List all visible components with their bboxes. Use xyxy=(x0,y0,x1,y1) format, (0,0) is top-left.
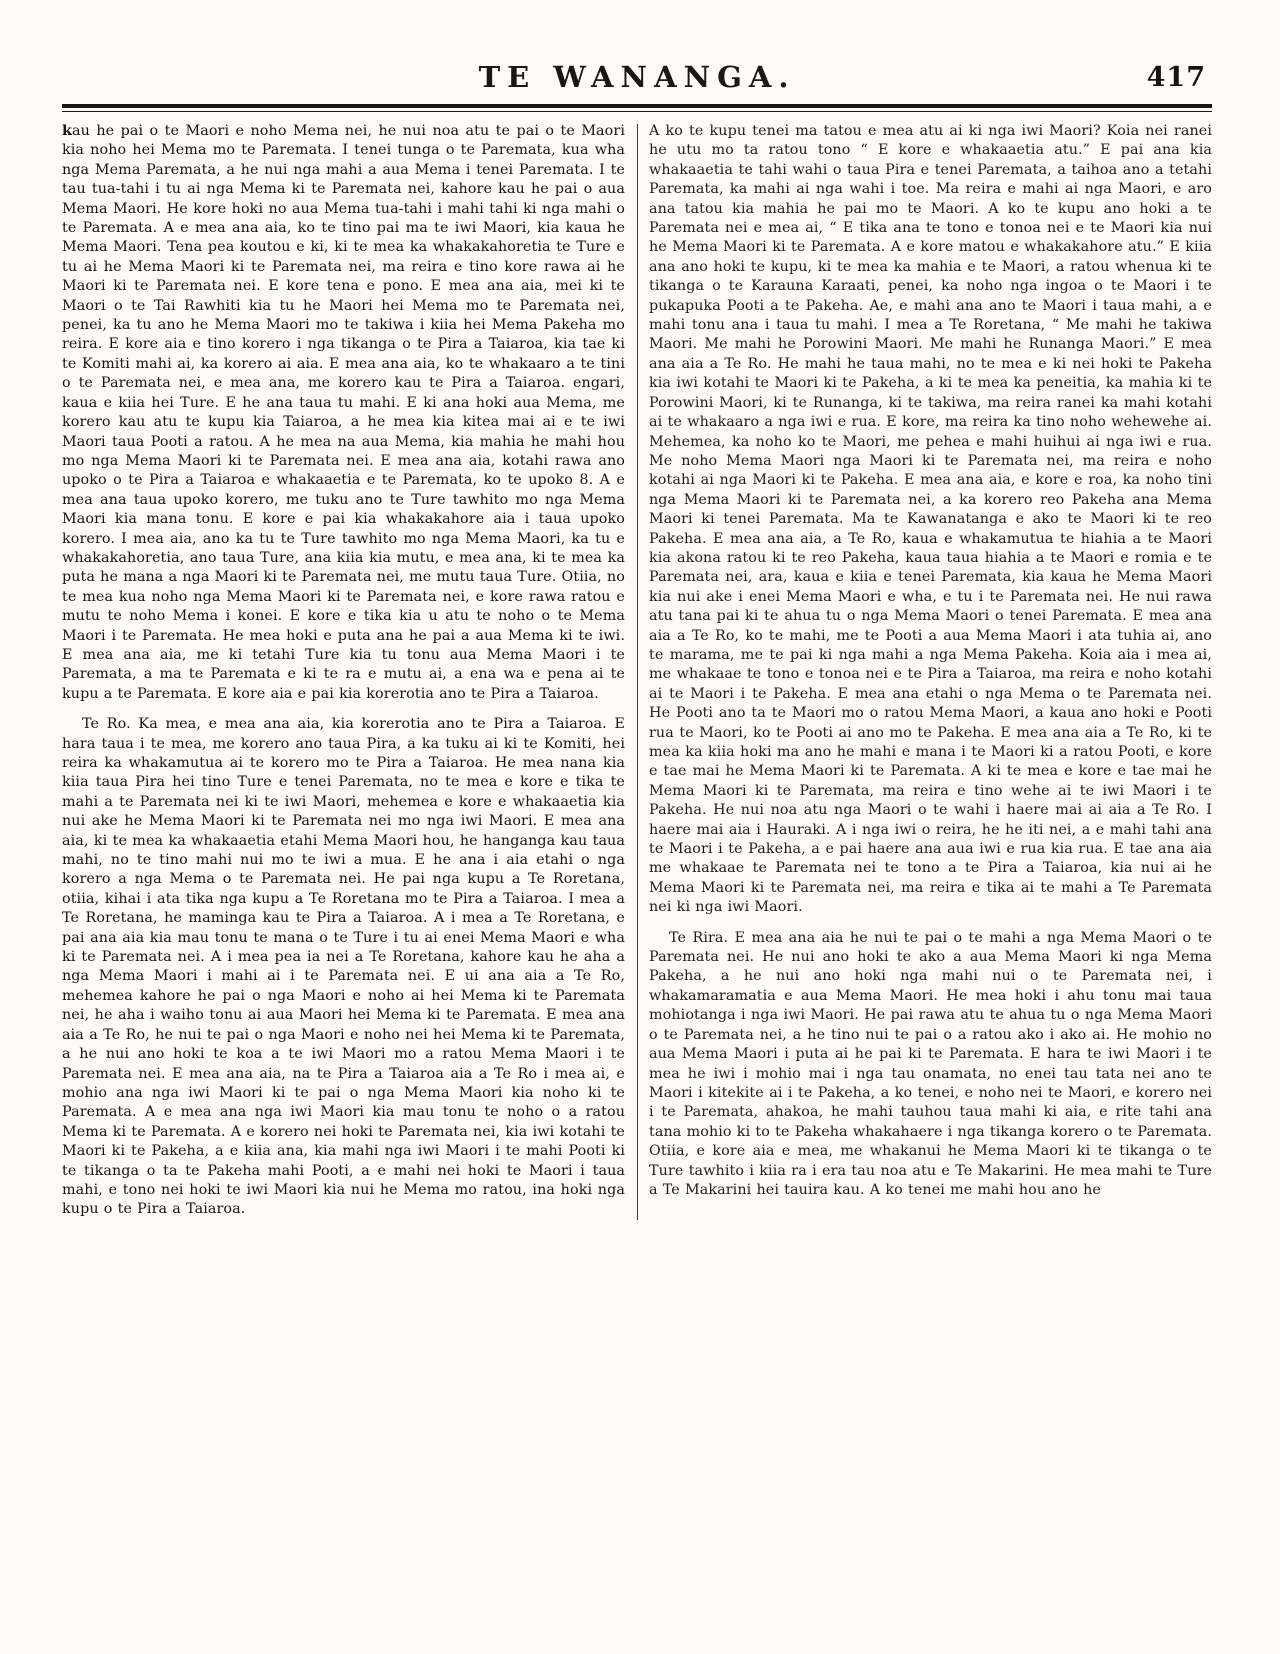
right-column xyxy=(649,122,1212,1220)
paragraph-te-rira-speech: Te Rira. E mea ana aia he nui te pai o te mahi a nga Mema Maori o te Paremata nei. He nui ano hoki te ako a aua Mema Maori ki nga Mema Pakeha, a he nui ano hoki nga mahi nui o te Paremata nei, i whakamaramatia e aua Mema Maori. He mea hoki i ahu tonu mai taua mohiotanga i nga iwi Maori. He pai rawa atu te ahua tu o nga Mema Maori o te Paremata nei, a he tino nui te pai o a ratou ako i ako ai. He mohio no aua Mema Maori i puta ai he pai ki te Paremata. E hara te iwi Maori i te mea he iwi i mohio mai i nga tau onamata, no enei tau tata nei ano te Maori i kitekite ai i te Pakeha, a ko tenei, e noho nei te Maori, e korero nei i te Paremata, ahakoa, he mahi tauhou taua mahi ki aia, e rite tahi ana tana mohio ki to te Pakeha whakahaere i nga tikanga korero o te Paremata. Otiia, e kore aia e mea, me whakanui he Mema Maori ki te tikanga o te Ture tawhito i kiia ra i era tau noa atu e Te Makarini. He mea mahi te Ture a Te Makarini hei tauira kau. A ko tenei me mahi hou ano he xyxy=(649,929,1212,1198)
page-number: 417 xyxy=(1146,62,1206,93)
column-divider xyxy=(637,124,638,1220)
masthead xyxy=(62,60,1212,104)
article-body xyxy=(62,122,1212,1220)
paragraph-continuation: kau he pai o te Maori e noho Mema nei, he nui noa atu te pai o te Maori kia noho hei Mema mo te Paremata. I tenei tunga o te Paremata, kua wha nga Mema Paremata, a he nui nga mahi a aua Mema i tenei Paremata. I te tau tua-tahi i tu ai nga Mema ki te Paremata nei, kahore kau he pai o aua Mema Maori. He kore hoki no aua Mema tua-tahi i mahi tahi ki nga mahi o te Paremata. A e mea ana aia, ko te tino pai ma te iwi Maori, kia kaua he Mema Maori. Tena pea koutou e ki, ki te mea ka whakakahoretia te Ture e tu ai he Mema Maori ki te Paremata nei, ma reira e tino kore rawa ai he Maori ki te Paremata nei. E kore tena e pono. E mea ana aia, mei ki te Maori o te Tai Rawhiti kia tu he Maori hei Mema mo te Paremata nei, penei, ka tu ano he Mema Maori mo te takiwa i kiia hei Mema Pakeha mo reira. E kore aia e tino korero i nga tikanga o te Pira a Taiaroa, kia tae ki te Komiti mahi ai, ka korero ai aia. E mea ana aia, ko te whakaaro a te tini o te Paremata nei, e mea ana, me korero kau te Pira a Taiaroa. engari, kaua e kiia hei Ture. E he ana taua tu mahi. E ki ana hoki aua Mema, me korero kau atu te kupu kia Taiaroa, a he mea kia kitea mai ai e te iwi Maori taua Pooti a ratou. A he mea na aua Mema, kia mahia he mahi hou mo nga Mema Maori ki te Paremata nei. E mea ana aia, kotahi rawa ano upoko o te Pira a Taiaroa e whakaaetia e te Paremata, ko te upoko 8. A e mea ana taua upoko korero, me tuku ano te Ture tawhito mo nga Mema Maori kia mana tonu. E kore e pai kia whakakahore aia i taua upoko korero. I mea aia, ano ka tu te Ture tawhito mo nga Mema Maori, ka tu e whakakahoretia, ano taua Ture, ana kiia kia mutu, e mea ana, ki te mea ka puta he mana a nga Maori ki te Paremata nei, me mutu taua Ture. Otiia, no te mea kua noho nga Mema Maori ki te Paremata nei, e kore rawa ratou e mutu te noho Mema i konei. E kore e tika kia u atu te noho o te Mema Maori i te Paremata. He mea hoki e puta ana he pai a aua Mema ki te iwi. E mea ana aia, me ki tetahi Ture kia tu tonu aua Mema Maori i te Paremata, a ma te Paremata e ki te ra e mutu ai, a ena wa e pena ai te kupu a te Paremata. E kore aia e pai kia korerotia ano te Pira a Taiaroa. xyxy=(62,123,625,702)
paragraph-continuation: A ko te kupu tenei ma tatou e mea atu ai ki nga iwi Maori? Koia nei ranei he utu mo ta ratou tono “ E kore e whakaaetia atu.” E pai ana kia whakaaetia te tahi wahi o taua Pira e tenei Paremata, a taihoa ano a tetahi Paremata, ka mahi ai nga wahi i toe. Ma reira e mahi ai nga Maori, e aro ana tatou kia mahia he pai mo te Maori. A ko te kupu ano hoki a te Paremata nei e mea ai, “ E tika ana te tono e tonoa nei e te Maori kia nui he Mema Maori ki te Paremata. A e kore matou e whakakahore atu.” E kiia ana ano hoki te kupu, ki te mea ka mahia e te Maori, a ratou whenua ki te tikanga o te Karauna Karaati, penei, ka noho nga ingoa o te Maori i te pukapuka Pooti a te Pakeha. Ae, e mahi ana ano te Maori i taua mahi, a e mahi tonu ana i taua tu mahi. I mea a Te Roretana, “ Me mahi he takiwa Maori. Me mahi he Porowini Maori. Me mahi he Runanga Maori.” E mea ana aia a Te Ro. He mahi he taua mahi, no te mea e ki nei hoki te Pakeha kia iwi kotahi te Maori ki te Pakeha, a ki te mea ka peneitia, ka mahia ki te Porowini Maori, ki te Runanga, ki te takiwa, ma reira ranei ka mahi kotahi ai te whakaaro a nga iwi e rua. E kore, ma reira ka tino noho wehewehe ai. Mehemea, ka noho ko te Maori, me pehea e mahi huihui ai nga iwi e rua. Me noho Mema Maori nga Maori ki te Paremata nei, ma reira e noho kotahi ai nga Maori ki te Pakeha. E mea ana aia, e kore e roa, ka noho tini nga Mema Maori ki te Paremata nei, a ka korero reo Pakeha ana Mema Maori ki tenei Paremata. Ma te Kawanatanga e ako te Maori ki te reo Pakeha. E mea ana aia, a Te Ro, kaua e whakamutua te hiahia a te Maori kia akona ratou ki te reo Pakeha, kaua taua hiahia a te Maori e romia e te Paremata nei, ara, kaua e kiia e tenei Paremata, kia kaua he Mema Maori kia nui ake i enei Mema Maori e wha, e tu i te Paremata nei. He nui rawa atu tana pai ki te ahua tu o nga Mema Maori o tenei Paremata. E mea ana aia a Te Ro, ko te mahi, me te Pooti a aua Mema Maori i ata tuhia ai, ano te marama, me te pai ki nga mahi a nga Mema Pakeha. Koia aia i mea ai, me whakaae te tono e tonoa nei e te Pira a Taiaroa, ma reira e noho kotahi ai te Maori i te Pakeha. E mea ana etahi o nga Mema o te Paremata nei. He Pooti ano ta te Maori mo o ratou Mema Maori, a kaua ano hoki e Pooti rua te Maori, ko te Pooti ai ano mo te Pakeha. E mea ana aia a Te Ro, ki te mea ka kiia hoki ma ano he mahi e mana i te Maori ki a ratou Pooti, e kore e tae mai he Mema Maori ki te Paremata. A ki te mea e kore e tae mai he Mema Maori ki te Paremata, ma reira e tino wehe ai te iwi Maori i te Pakeha. He nui noa atu nga Maori o te wahi i haere mai ai aia a Te Ro. I haere mai aia i Hauraki. A i nga iwi o reira, he he iti nei, a e mahi tahi ana te Maori i te Pakeha, a e pai haere ana aua iwi e rua kia rua. E tae ana aia me whakaae te Paremata nei te tono a te Pira a Taiaroa, kia nui ai he Mema Maori ki te Paremata nei, ma reira e tika ai te mahi a Te Paremata nei ki nga iwi Maori. xyxy=(649,123,1212,916)
newspaper-title: TE WANANGA. xyxy=(478,60,796,94)
paragraph-te-ro-speech: Te Ro. Ka mea, e mea ana aia, kia korerotia ano te Pira a Taiaroa. E hara taua i te mea, me korero ano taua Pira, a ka tuku ai ki te Komiti, hei reira ka whakamutua ai te korero mo te Pira a Taiaroa. He mea nana kia kiia taua Pira hei tino Ture e tenei Paremata, no te mea e kore e tika te mahi a te Paremata nei ki te iwi Maori, mehemea e kore e whakaaetia kia nui ake he Mema Maori ki te Paremata nei mo nga iwi Maori. E mea ana aia, ki te mea ka whakaaetia etahi Mema Maori hou, he hanganga kau taua mahi, no te tino mahi nui mo te iwi a mua. E he ana i aia etahi o nga korero a nga Mema o te Paremata nei. He pai nga kupu a Te Roretana, otiia, kihai i ata tika nga kupu a Te Roretana mo te Pira a Taiaroa. I mea a Te Roretana, he maminga kau te Pira a Taiaroa. A i mea a Te Roretana, e pai ana aia kia mau tonu te mana o te Ture i tu ai enei Mema Maori e wha ki te Paremata nei. A i mea pea ia nei a Te Roretana, kahore kau he aha a nga Mema Maori i mahi ai i te Paremata nei. E ui ana aia a Te Ro, mehemea kahore he pai o nga Maori e noho ai hei Mema ki te Paremata nei, he aha i waiho tonu ai aua Maori hei Mema ki te Paremata. E mea ana aia a Te Ro, he nui te pai o nga Maori e noho nei hei Mema ki te Paremata, a he nui ano hoki te koa a te iwi Maori mo a ratou Mema Maori i te Paremata nei. E mea ana aia, na te Pira a Taiaroa aia a Te Ro i mea ai, e mohio ana nga iwi Maori ki te pai o nga Mema Maori kia noho ki te Paremata. A e mea ana nga iwi Maori kia mau tonu te noho o a ratou Mema ki te Paremata. A e korero nei hoki te Paremata nei, kia iwi kotahi te Maori ki te Pakeha, a e kiia ana, kia mahi nga iwi Maori i te mahi Pooti ki te tikanga o ta te Pakeha mahi Pooti, a e mahi nei hoki te Maori i taua mahi, e tono nei hoki te iwi Maori kia nui he Mema mo ratou, ina hoki nga kupu o te Pira a Taiaroa. xyxy=(62,716,625,1218)
header-rule xyxy=(62,104,1212,112)
left-column xyxy=(62,122,625,1220)
